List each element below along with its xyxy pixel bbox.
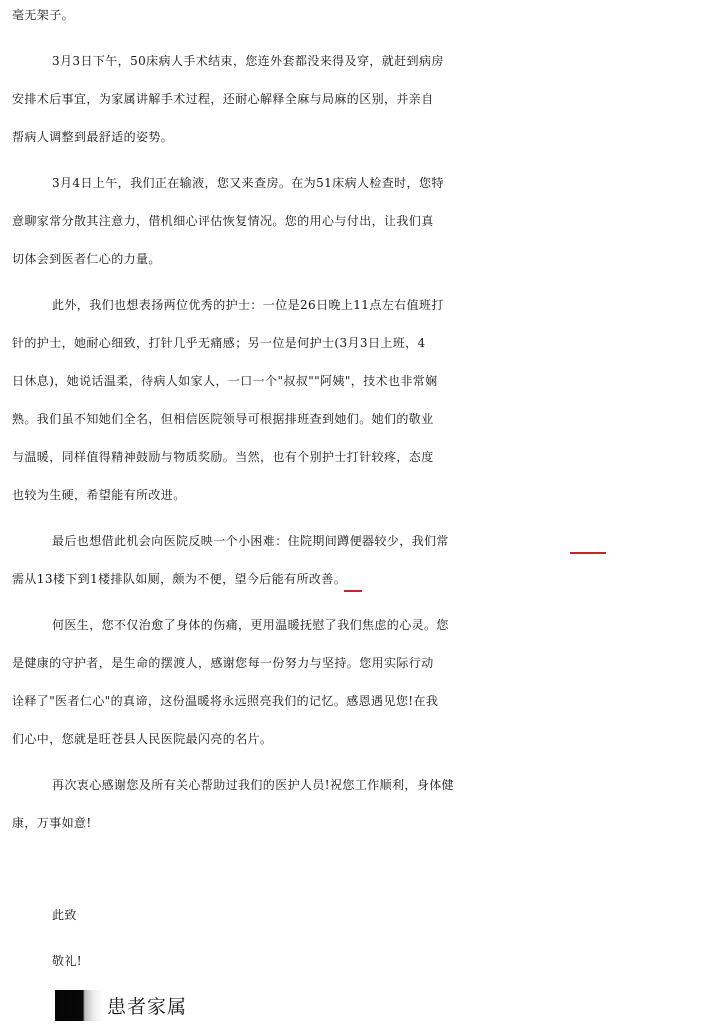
- text-line-13-text: 也较为生硬，希望能有所改进。: [12, 488, 186, 502]
- text-line-19: [0, 724, 712, 754]
- closing-salutation-text: 此致: [52, 908, 77, 922]
- text-line-20: [0, 770, 712, 800]
- text-line-20-text: 再次衷心感谢您及所有关心帮助过我们的医护人员!祝您工作顺利，身体健: [52, 778, 455, 792]
- closing-salutation: [0, 900, 712, 930]
- text-line-13: [0, 480, 712, 510]
- text-line-19-text: 们心中，您就是旺苍县人民医院最闪亮的名片。: [12, 732, 273, 746]
- text-line-15-text: 需从13楼下到1楼排队如厕，颇为不便，望今后能有所改善。: [12, 572, 347, 586]
- text-line-9-text: 针的护士，她耐心细致，打针几乎无痛感；另一位是何护士(3月3日上班，4: [12, 336, 426, 350]
- text-line-11: [0, 404, 712, 434]
- signature-text: 患者家属: [107, 996, 188, 1018]
- text-line-6-text: 意聊家常分散其注意力，借机细心评估恢复情况。您的用心与付出，让我们真: [12, 214, 434, 228]
- text-line-2: [0, 46, 712, 76]
- red-underline-2: [344, 590, 362, 592]
- text-line-5-text: 3月4日上午，我们正在输液，您又来查房。在为51床病人检查时，您特: [52, 176, 444, 190]
- text-line-9: [0, 328, 712, 358]
- text-line-7-text: 切体会到医者仁心的力量。: [12, 252, 161, 266]
- text-line-21: [0, 808, 712, 838]
- text-line-6: [0, 206, 712, 236]
- redacted-name-block: [55, 990, 103, 1021]
- text-line-18: [0, 686, 712, 716]
- red-underline-1: [570, 552, 606, 554]
- text-line-3: [0, 84, 712, 114]
- text-line-2-text: 3月3日下午，50床病人手术结束，您连外套都没来得及穿，就赶到病房: [52, 54, 444, 68]
- text-line-14-text: 最后也想借此机会向医院反映一个小困难：住院期间蹲便器较少，我们常: [52, 534, 449, 548]
- text-line-3-text: 安排术后事宜，为家属讲解手术过程，还耐心解释全麻与局麻的区别，并亲自: [12, 92, 434, 106]
- text-line-5: [0, 168, 712, 198]
- text-line-4: [0, 122, 712, 152]
- text-line-11-text: 熟。我们虽不知她们全名，但相信医院领导可根据排班查到她们。她们的敬业: [12, 412, 434, 426]
- text-line-10: [0, 366, 712, 396]
- text-line-17: [0, 648, 712, 678]
- text-line-8-text: 此外，我们也想表扬两位优秀的护士：一位是26日晚上11点左右值班打: [52, 298, 444, 312]
- text-line-18-text: 诠释了"医者仁心"的真谛，这份温暖将永远照亮我们的记忆。感恩遇见您!在我: [12, 694, 439, 708]
- text-line-1-text: 毫无架子。: [12, 8, 75, 22]
- text-line-12: [0, 442, 712, 472]
- text-line-8: [0, 290, 712, 320]
- text-line-17-text: 是健康的守护者，是生命的摆渡人，感谢您每一份努力与坚持。您用实际行动: [12, 656, 434, 670]
- text-line-7: [0, 244, 712, 274]
- text-line-4-text: 帮病人调整到最舒适的姿势。: [12, 130, 174, 144]
- text-line-10-text: 日休息)，她说话温柔，待病人如家人，一口一个"叔叔""阿姨"，技术也非常娴: [12, 374, 438, 388]
- closing-regards-text: 敬礼!: [52, 954, 83, 968]
- closing-regards: [0, 946, 712, 976]
- text-line-16: [0, 610, 712, 640]
- text-line-16-text: 何医生，您不仅治愈了身体的伤痛，更用温暖抚慰了我们焦虑的心灵。您: [52, 618, 449, 632]
- text-line-12-text: 与温暖，同样值得精神鼓励与物质奖励。当然，也有个别护士打针较疼，态度: [12, 450, 434, 464]
- text-line-21-text: 康，万事如意!: [12, 816, 92, 830]
- text-line-1: [0, 0, 712, 30]
